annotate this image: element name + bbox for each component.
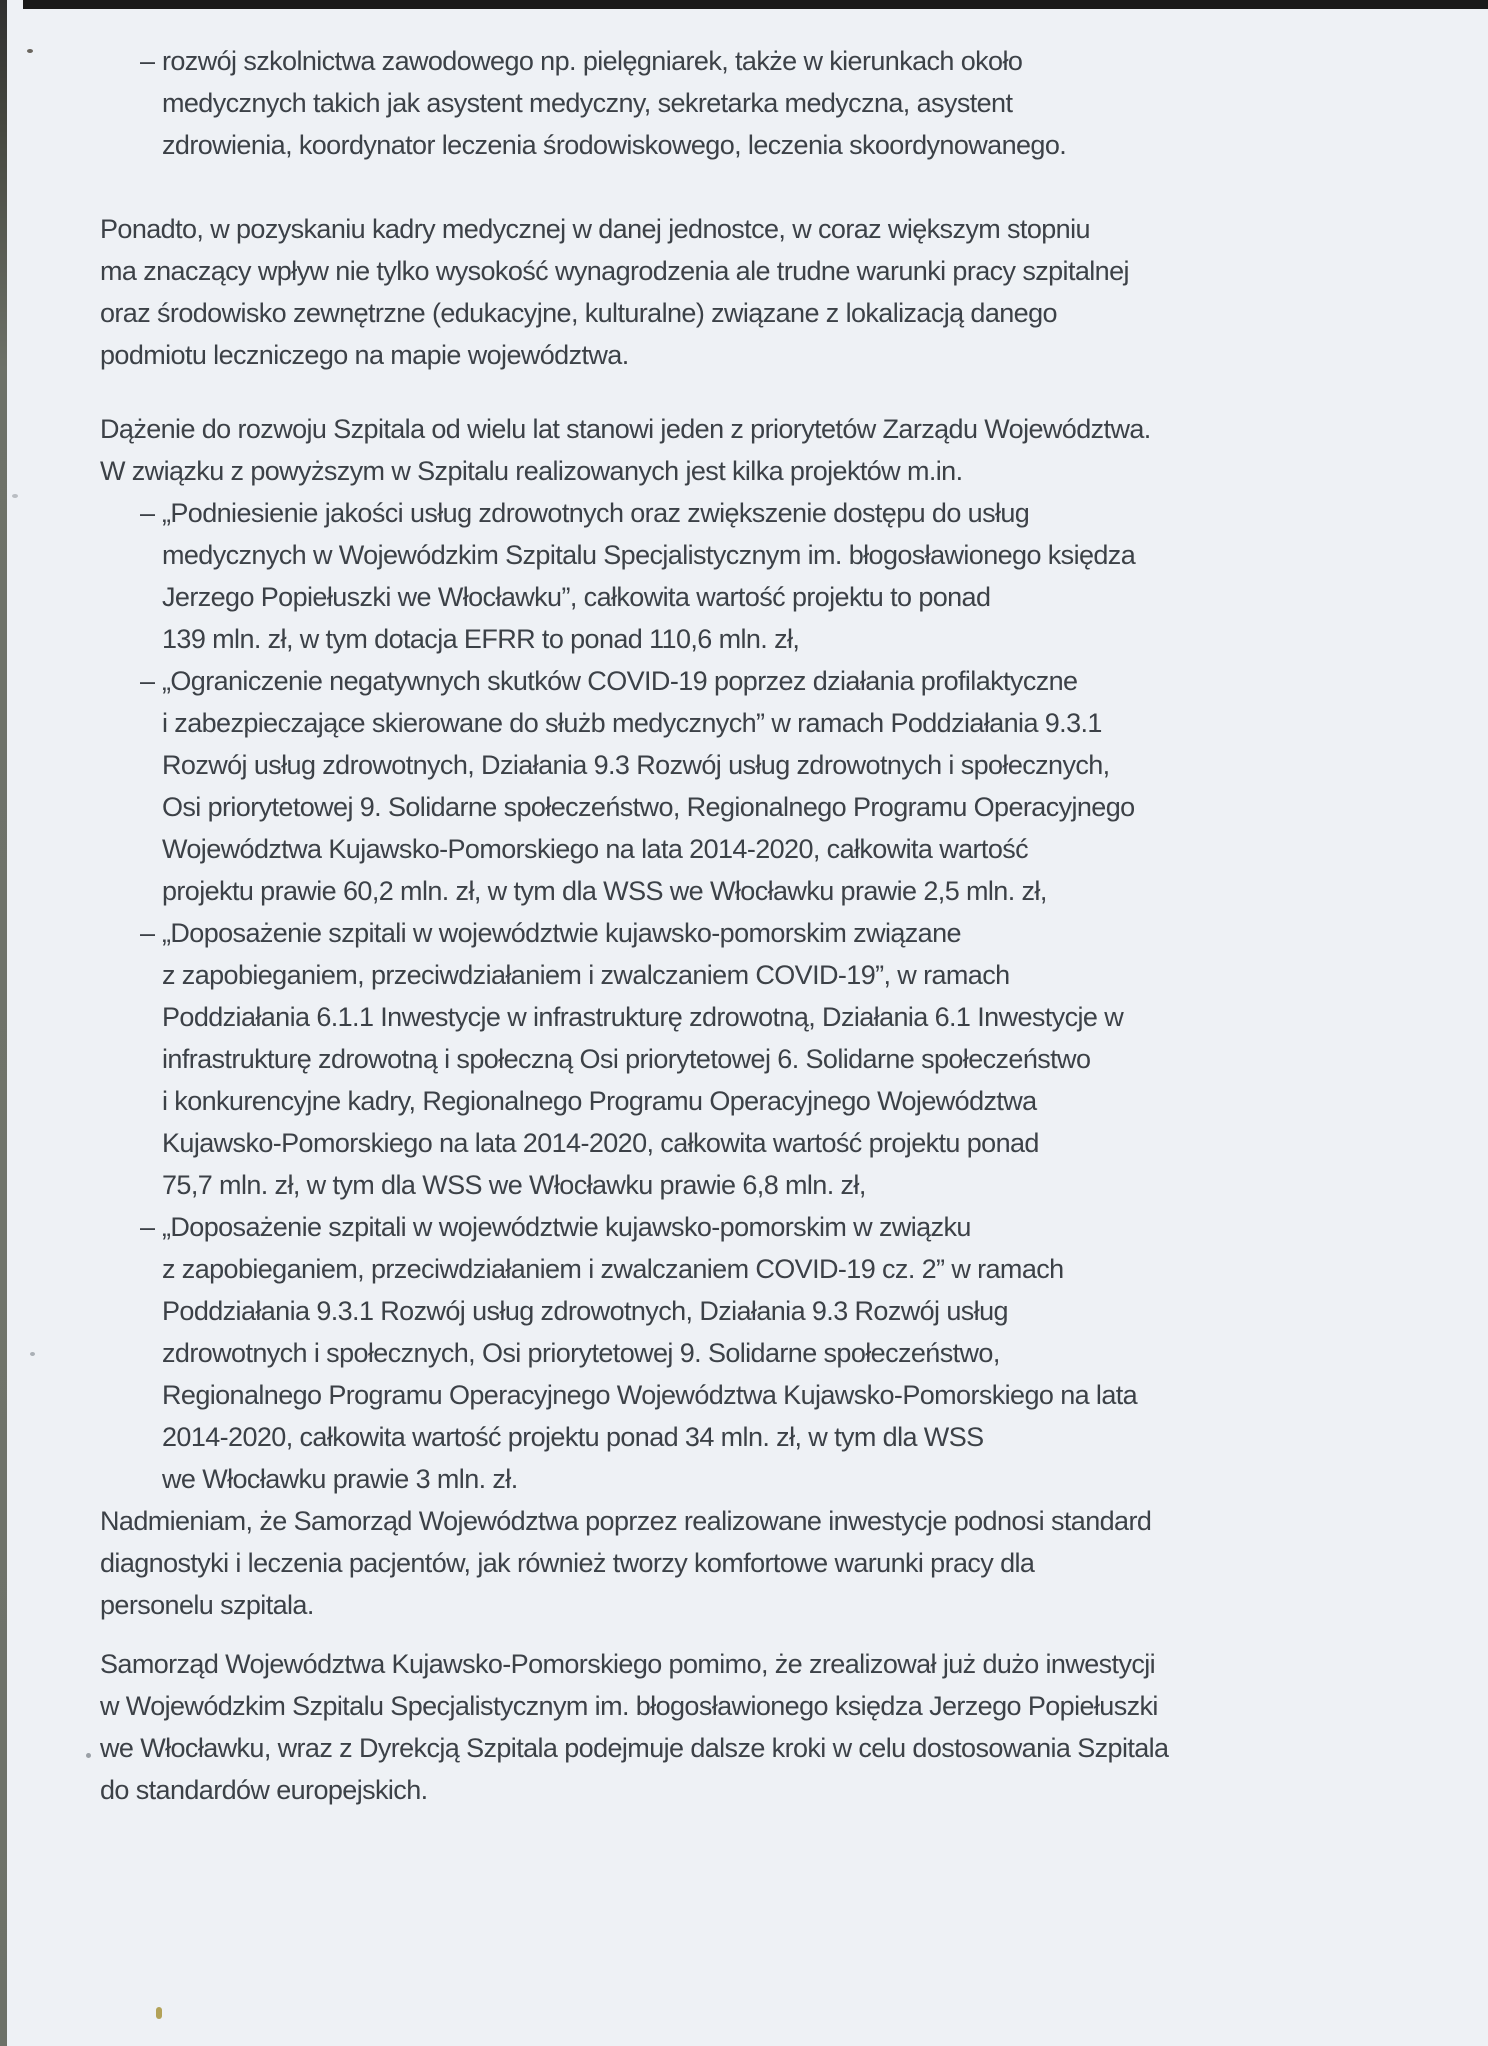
scan-edge-left-artifact [0, 0, 7, 2046]
scan-speck [156, 2007, 162, 2019]
text-line: „Doposażenie szpitali w województwie kujawsko-pomorskim w związku [162, 1212, 971, 1242]
bullet-dash: – [140, 46, 155, 76]
text-line: Ponadto, w pozyskaniu kadry medycznej w danej jednostce, w coraz większym stopniu [100, 214, 1090, 244]
text-line: Rozwój usług zdrowotnych, Działania 9.3 Rozwój usług zdrowotnych i społecznych, [162, 750, 1110, 780]
scan-speck [30, 1352, 35, 1356]
list-item-project-hospital-equipment-2 [100, 1206, 1260, 1500]
text-line: oraz środowisko zewnętrzne (edukacyjne, kulturalne) związane z lokalizacją danego [100, 298, 1057, 328]
text-line: Kujawsko-Pomorskiego na lata 2014-2020, całkowita wartość projektu ponad [162, 1128, 1039, 1158]
list-item-project-hospital-equipment-1 [100, 912, 1260, 1206]
text-line: infrastrukturę zdrowotną i społeczną Osi priorytetowej 6. Solidarne społeczeństwo [162, 1044, 1091, 1074]
text-line: w Wojewódzkim Szpitalu Specjalistycznym im. błogosławionego księdza Jerzego Popiełuszki [100, 1691, 1158, 1721]
text-line: diagnostyki i leczenia pacjentów, jak również tworzy komfortowe warunki pracy dla [100, 1548, 1035, 1578]
document-body [100, 40, 1260, 1811]
text-line: Regionalnego Programu Operacyjnego Województwa Kujawsko-Pomorskiego na lata [162, 1380, 1138, 1410]
paragraph-staff-recruitment [100, 208, 1260, 376]
text-line: i konkurencyjne kadry, Regionalnego Programu Operacyjnego Województwa [162, 1086, 1037, 1116]
paragraph-investments-standard [100, 1500, 1260, 1626]
text-line: projektu prawie 60,2 mln. zł, w tym dla WSS we Włocławku prawie 2,5 mln. zł, [162, 876, 1047, 906]
text-line: „Ograniczenie negatywnych skutków COVID-19 poprzez działania profilaktyczne [162, 666, 1078, 696]
text-line: W związku z powyższym w Szpitalu realizowanych jest kilka projektów m.in. [100, 456, 963, 486]
text-line: Nadmieniam, że Samorząd Województwa poprzez realizowane inwestycje podnosi standard [100, 1506, 1152, 1536]
text-line: podmiotu leczniczego na mapie województwa. [100, 340, 629, 370]
scan-edge-top-artifact [23, 0, 1488, 9]
text-line: zdrowotnych i społecznych, Osi priorytetowej 9. Solidarne społeczeństwo, [162, 1338, 1000, 1368]
text-line: Poddziałania 6.1.1 Inwestycje w infrastrukturę zdrowotną, Działania 6.1 Inwestycje w [162, 1002, 1124, 1032]
text-line: 75,7 mln. zł, w tym dla WSS we Włocławku prawie 6,8 mln. zł, [162, 1170, 866, 1200]
scan-speck [12, 494, 18, 498]
text-line: 139 mln. zł, w tym dotacja EFRR to ponad 110,6 mln. zł, [162, 624, 800, 654]
text-line: „Doposażenie szpitali w województwie kujawsko-pomorskim związane [162, 918, 961, 948]
paragraph-further-steps [100, 1643, 1260, 1811]
bullet-dash: – [140, 1212, 155, 1242]
text-line: we Włocławku, wraz z Dyrekcją Szpitala podejmuje dalsze kroki w celu dostosowania Szpitala [100, 1733, 1169, 1763]
text-line: „Podniesienie jakości usług zdrowotnych oraz zwiększenie dostępu do usług [162, 498, 1030, 528]
text-line: Jerzego Popiełuszki we Włocławku”, całkowita wartość projektu to ponad [162, 582, 991, 612]
bullet-dash: – [140, 666, 155, 696]
text-line: rozwój szkolnictwa zawodowego np. pielęgniarek, także w kierunkach około [162, 46, 1023, 76]
text-line: Poddziałania 9.3.1 Rozwój usług zdrowotnych, Działania 9.3 Rozwój usług [162, 1296, 1008, 1326]
bullet-dash: – [140, 498, 155, 528]
text-line: z zapobieganiem, przeciwdziałaniem i zwalczaniem COVID-19 cz. 2” w ramach [162, 1254, 1064, 1284]
text-line: z zapobieganiem, przeciwdziałaniem i zwalczaniem COVID-19”, w ramach [162, 960, 1010, 990]
scan-speck [27, 49, 33, 53]
text-line: i zabezpieczające skierowane do służb medycznych” w ramach Poddziałania 9.3.1 [162, 708, 1102, 738]
bullet-dash: – [140, 918, 155, 948]
list-item-vocational-training [100, 40, 1260, 166]
text-line: Dążenie do rozwoju Szpitala od wielu lat stanowi jeden z priorytetów Zarządu Województwa. [100, 414, 1151, 444]
text-line: Województwa Kujawsko-Pomorskiego na lata 2014-2020, całkowita wartość [162, 834, 1029, 864]
text-line: Osi priorytetowej 9. Solidarne społeczeństwo, Regionalnego Programu Operacyjnego [162, 792, 1135, 822]
text-line: ma znaczący wpływ nie tylko wysokość wynagrodzenia ale trudne warunki pracy szpitalnej [100, 256, 1129, 286]
paragraph-hospital-development [100, 408, 1260, 492]
list-item-project-quality-improvement [100, 492, 1260, 660]
list-item-project-covid-mitigation [100, 660, 1260, 912]
scan-speck [86, 1753, 91, 1758]
text-line: personelu szpitala. [100, 1590, 314, 1620]
text-line: 2014-2020, całkowita wartość projektu ponad 34 mln. zł, w tym dla WSS [162, 1422, 984, 1452]
text-line: we Włocławku prawie 3 mln. zł. [162, 1464, 518, 1494]
text-line: medycznych takich jak asystent medyczny, sekretarka medyczna, asystent [162, 88, 1013, 118]
text-line: Samorząd Województwa Kujawsko-Pomorskiego pomimo, że zrealizował już dużo inwestycji [100, 1649, 1156, 1679]
text-line: do standardów europejskich. [100, 1775, 428, 1805]
text-line: medycznych w Wojewódzkim Szpitalu Specjalistycznym im. błogosławionego księdza [162, 540, 1136, 570]
text-line: zdrowienia, koordynator leczenia środowiskowego, leczenia skoordynowanego. [162, 130, 1067, 160]
